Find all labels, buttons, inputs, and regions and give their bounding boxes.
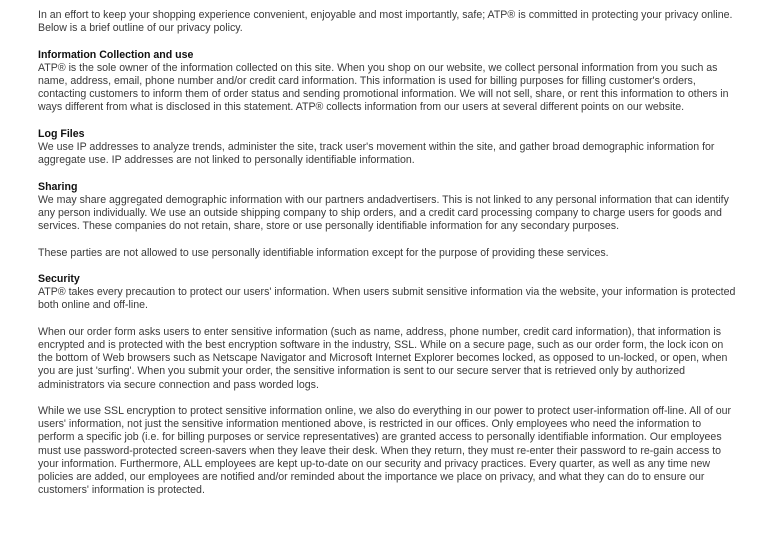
section-paragraph: ATP® takes every precaution to protect our users' information. When users submit sensitive information via the website, your information is protected both online and off-line. [38,286,736,312]
privacy-policy-content [38,9,738,511]
section-paragraph: While we use SSL encryption to protect sensitive information online, we also do everything in our power to protect user-information off-line. All of our users' information, not just the sensitive information mentioned above, is restricted in our offices. Only employees who need the information to perform a specific job (i.e. for billing purposes or service representatives) are granted access to personally identifiable information. Our employees must use password-protected screen-savers when they leave their desk. When they return, they must re-enter their password to re-gain access to your information. Furthermore, ALL employees are kept up-to-date on our security and privacy practices. Every quarter, as well as any time new policies are added, our employees are notified and/or reminded about the importance we place on privacy, and what they can do to ensure our customers' information is protected. [38,404,732,497]
intro-paragraph: In an effort to keep your shopping experience convenient, enjoyable and most importantly, safe; ATP® is committed in protecting your privacy online. Below is a brief outline of our privacy policy. [38,9,733,35]
section-information-collection [38,49,738,115]
section-heading: Information Collection and use [38,48,194,61]
section-paragraph: ATP® is the sole owner of the information collected on this site. When you shop on our website, we collect personal information from you such as name, address, email, phone number and/or credit card information. This information is used for billing purposes for filling customer's orders, contacting customers to inform them of order status and sending promotional information. We will not sell, share, or rent this information to others in ways different from what is disclosed in this statement. ATP® collects information from our users at several different points on our website. [38,61,729,114]
section-paragraph: These parties are not allowed to use personally identifiable information except for the purpose of providing these services. [38,246,609,259]
section-heading: Sharing [38,180,78,193]
section-heading: Security [38,272,80,285]
section-paragraph: We may share aggregated demographic information with our partners andadvertisers. This is not linked to any personal information that can identify any person individually. We use an outside shipping company to ship orders, and a credit card processing company to charge users for goods and services. These companies do not retain, share, store or use personally identifiable information for any secondary purposes. [38,193,729,233]
section-paragraph: When our order form asks users to enter sensitive information (such as name, address, phone number, credit card information), that information is encrypted and is protected with the best encryption software in the industry, SSL. While on a secure page, such as our order form, the lock icon on the bottom of Web browsers such as Netscape Navigator and Microsoft Internet Explorer becomes locked, as opposed to un-locked, or open, when you are just 'surfing'. When you submit your order, the sensitive information is sent to our secure server that is retrieved only by authorized administrators via secure connection and pass worded logs. [38,325,728,391]
section-security [38,273,738,497]
section-log-files [38,128,738,168]
section-sharing [38,181,738,260]
section-paragraph: We use IP addresses to analyze trends, administer the site, track user's movement within the site, and gather broad demographic information for aggregate use. IP addresses are not linked to personally identifiable information. [38,141,715,167]
section-heading: Log Files [38,127,85,140]
